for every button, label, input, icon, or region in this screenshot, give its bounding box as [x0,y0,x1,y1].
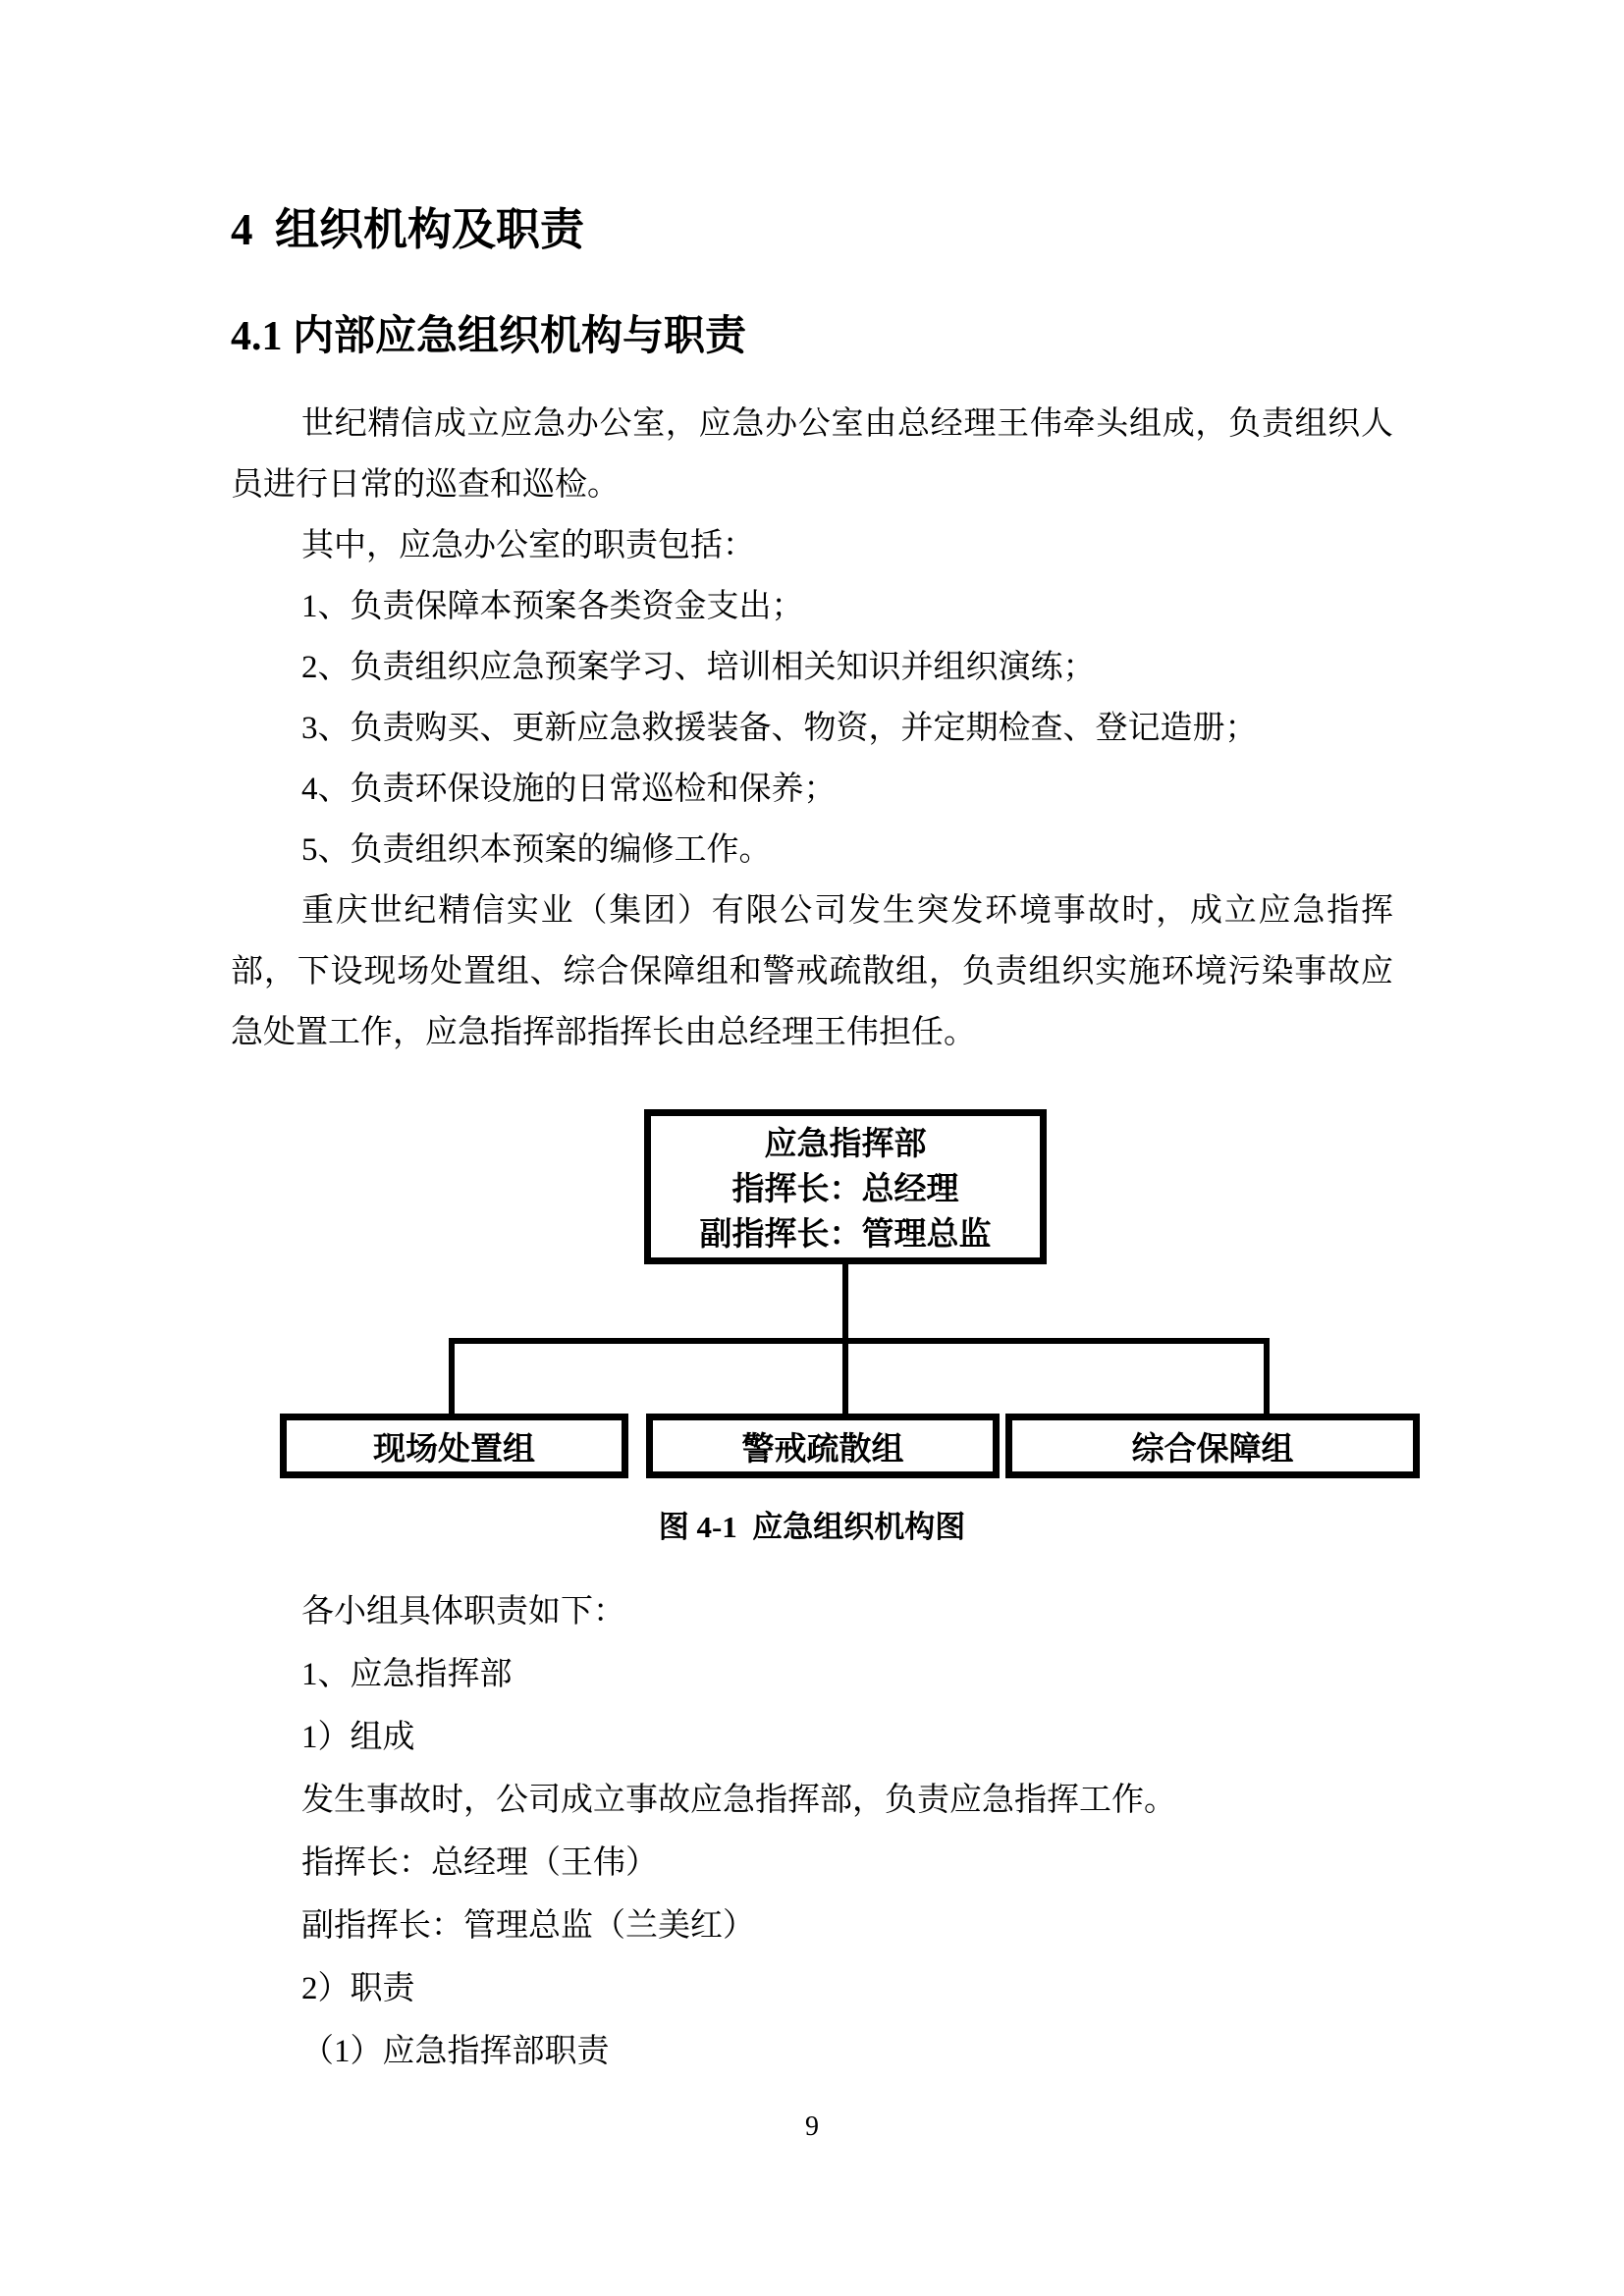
body-text-upper [231,394,1393,1063]
org-chart-command-box [644,1109,1047,1264]
detail-line-1: 各小组具体职责如下： [301,1594,625,1629]
org-chart [231,1107,1393,1478]
detail-line-8: （1）应急指挥部职责 [301,2034,610,2069]
duty-item-3: 3、负责购买、更新应急救援装备、物资，并定期检查、登记造册； [301,711,1258,746]
command-box-title: 应急指挥部 [764,1127,927,1162]
duty-item-5: 5、负责组织本预案的编修工作。 [301,832,772,868]
connector-drop-left [449,1342,455,1415]
connector-drop-middle [842,1342,848,1415]
org-chart-group-warning: 警戒疏散组 [646,1414,1000,1478]
connector-rail [449,1338,1270,1344]
figure-caption: 图 4-1 应急组织机构图 [658,1510,966,1544]
duty-item-4: 4、负责环保设施的日常巡检和保养； [301,772,837,807]
connector-stem [842,1264,848,1340]
detail-line-6: 副指挥长：管理总监（兰美红） [301,1908,755,1944]
detail-line-5: 指挥长：总经理（王伟） [301,1845,658,1881]
paragraph-intro: 世纪精信成立应急办公室，应急办公室由总经理王伟牵头组成，负责组织人员进行日常的巡查和巡检。 [231,406,1393,503]
detail-line-2: 1、应急指挥部 [301,1657,513,1692]
detail-line-3: 1）组成 [301,1720,415,1755]
detail-line-7: 2）职责 [301,1971,415,2006]
org-chart-group-support: 综合保障组 [1005,1414,1420,1478]
subsection-heading: 4.1 内部应急组织机构与职责 [231,314,747,359]
command-box-deputy: 副指挥长：管理总监 [699,1217,992,1253]
org-chart-group-onsite: 现场处置组 [280,1414,628,1478]
duty-item-2: 2、负责组织应急预案学习、培训相关知识并组织演练； [301,650,1096,685]
page-number: 9 [805,2111,819,2142]
connector-drop-right [1264,1342,1270,1415]
paragraph-command-setup: 重庆世纪精信实业（集团）有限公司发生突发环境事故时，成立应急指挥部，下设现场处置组、综合保障组和警戒疏散组，负责组织实施环境污染事故应急处置工作，应急指挥部指挥长由总经理王伟担任。 [231,893,1393,1050]
command-box-commander: 指挥长：总经理 [731,1172,959,1207]
duty-item-1: 1、负责保障本预案各类资金支出； [301,589,804,624]
paragraph-duties-intro: 其中，应急办公室的职责包括： [301,528,755,563]
body-text-lower [231,1580,1393,2083]
section-heading: 4 组织机构及职责 [231,205,585,254]
detail-line-4: 发生事故时，公司成立事故应急指挥部，负责应急指挥工作。 [301,1783,1176,1818]
